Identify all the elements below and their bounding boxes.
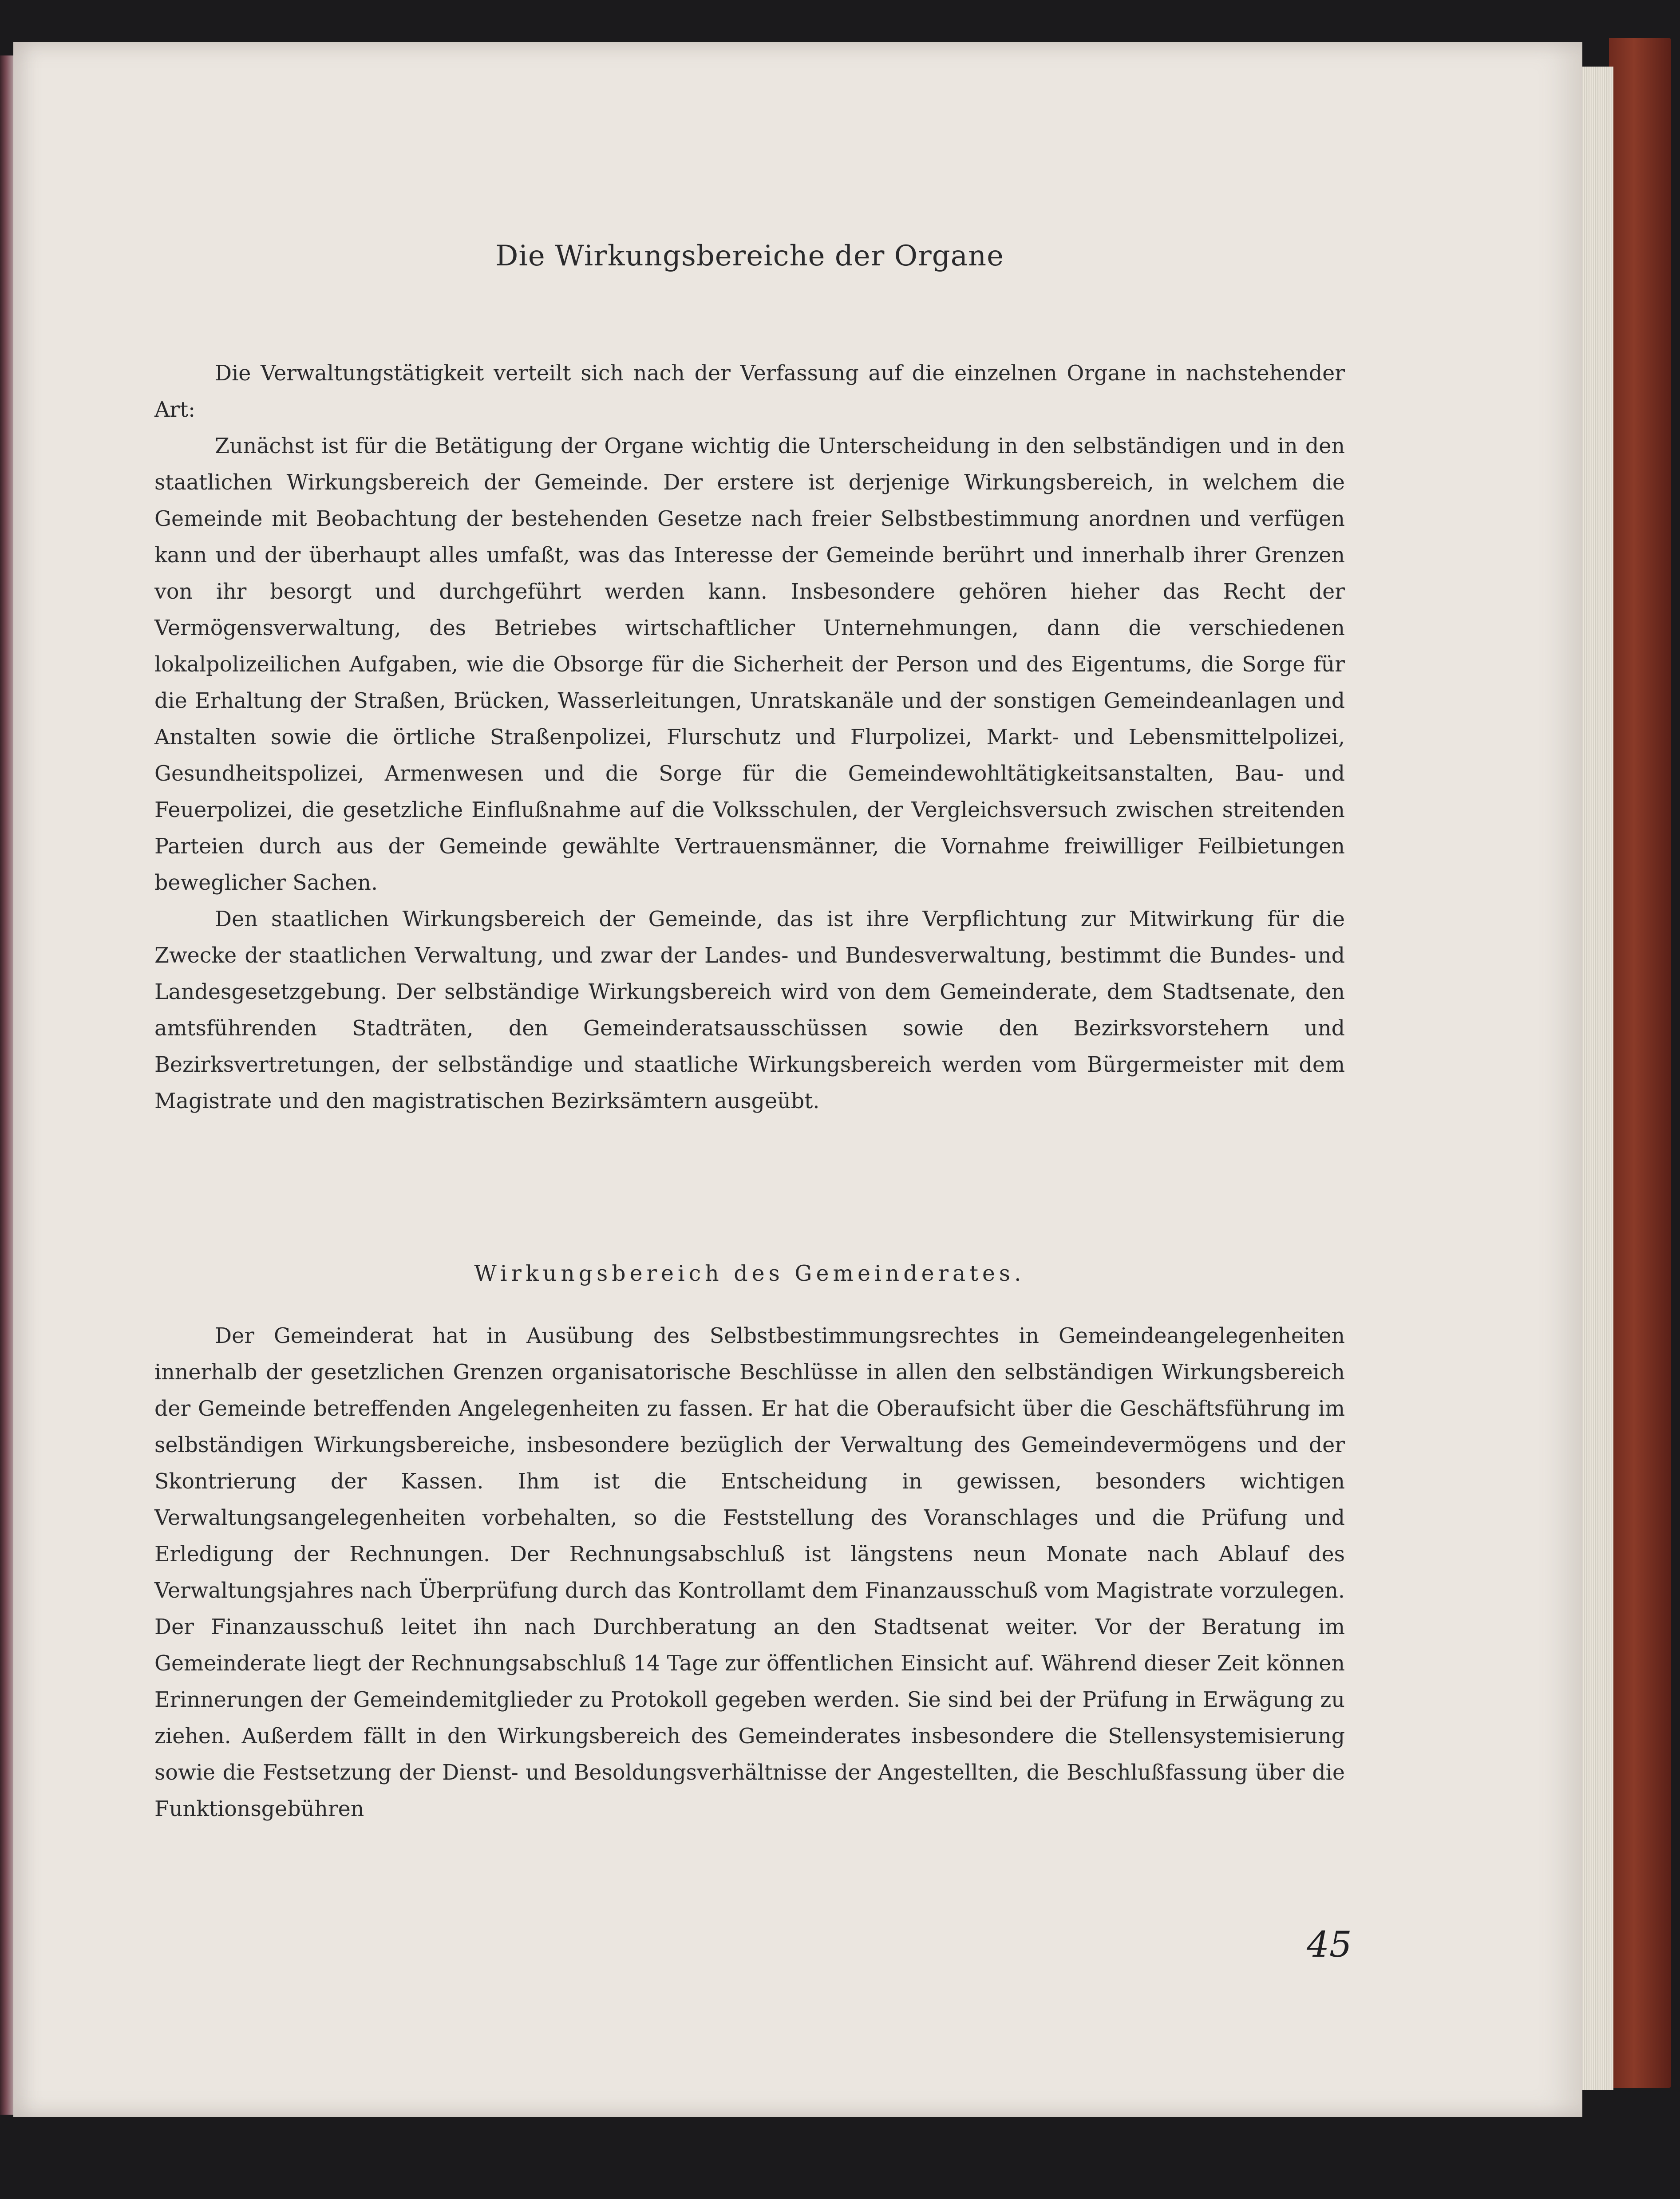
- book-gutter-edge: [0, 55, 15, 2115]
- section-organs-body: [154, 355, 1345, 1120]
- page-stack-edge: [1582, 67, 1613, 2090]
- book-page: [13, 42, 1582, 2117]
- section-council-body: [154, 1318, 1345, 1828]
- intro-paragraph: Die Verwaltungstätigkeit verteilt sich nach der Verfassung auf die einzelnen Organe in nachstehender Art:: [154, 361, 1345, 422]
- paragraph-state-sphere: Den staatlichen Wirkungsbereich der Gemeinde, das ist ihre Verpflichtung zur Mitwirkung für die Zwecke der staatlichen Verwaltung, und zwar der Landes- und Bundesverwaltung, bestimmt die Bundes- und Landesgesetzgebung. Der selbständige Wirkungsbereich wird von dem Gemeinderate, dem Stadtsenate, den amtsführenden Stadträten, den Gemeinderatsausschüssen sowie den Bezirksvorstehern und Bezirksvertretungen, der selbständige und staatliche Wirkungsbereich werden vom Bürgermeister mit dem Magistrate und den magistratischen Bezirksämtern ausgeübt.: [154, 907, 1345, 1113]
- page-title: Die Wirkungsbereiche der Organe: [495, 240, 1004, 272]
- page-number: 45: [1307, 1924, 1352, 1965]
- book-cover-edge: [1609, 38, 1671, 2088]
- paragraph-independent-sphere: Zunächst ist für die Betätigung der Organe wichtig die Unterscheidung in den selbständigen und in den staatlichen Wirkungsbereich der Gemeinde. Der erstere ist derjenige Wirkungsbereich, in welchem die Gemeinde mit Beobachtung der bestehenden Gesetze nach freier Selbstbestimmung anordnen und verfügen kann und der überhaupt alles umfaßt, was das Interesse der Gemeinde berührt und innerhalb ihrer Grenzen von ihr besorgt und durchgeführt werden kann. Insbesondere gehören hieher das Recht der Vermögensverwaltung, des Betriebes wirtschaftlicher Unternehmungen, dann die verschiedenen lokalpolizeilichen Aufgaben, wie die Obsorge für die Sicherheit der Person und des Eigentums, die Sorge für die Erhaltung der Straßen, Brücken, Wasserleitungen, Unratskanäle und der sonstigen Gemeindeanlagen und Anstalten sowie die örtliche Straßenpolizei, Flurschutz und Flurpolizei, Markt- und Lebensmittelpolizei, Gesundheitspolizei, Armenwesen und die Sorge für die Gemeindewohltätigkeitsanstalten, Bau- und Feuerpolizei, die gesetzliche Einflußnahme auf die Volksschulen, der Vergleichsversuch zwischen streitenden Parteien durch aus der Gemeinde gewählte Vertrauensmänner, die Vornahme freiwilliger Feilbietungen beweglicher Sachen.: [154, 434, 1345, 895]
- paragraph-council: Der Gemeinderat hat in Ausübung des Selbstbestimmungsrechtes in Gemeindeangelegenheiten innerhalb der gesetzlichen Grenzen organisatorische Beschlüsse in allen den selbständigen Wirkungsbereich der Gemeinde betreffenden Angelegenheiten zu fassen. Er hat die Oberaufsicht über die Geschäftsführung im selbständigen Wirkungsbereiche, insbesondere bezüglich der Verwaltung des Gemeindevermögens und der Skontrierung der Kassen. Ihm ist die Entscheidung in gewissen, besonders wichtigen Verwaltungsangelegenheiten vorbehalten, so die Feststellung des Voranschlages und die Prüfung und Erledigung der Rechnungen. Der Rechnungsabschluß ist längstens neun Monate nach Ablauf des Verwaltungsjahres nach Überprüfung durch das Kontrollamt dem Finanzausschuß vom Magistrate vorzulegen. Der Finanzausschuß leitet ihn nach Durchberatung an den Stadtsenat weiter. Vor der Beratung im Gemeinderate liegt der Rechnungsabschluß 14 Tage zur öffentlichen Einsicht auf. Während dieser Zeit können Erinnerungen der Gemeindemitglieder zu Protokoll gegeben werden. Sie sind bei der Prüfung in Erwägung zu ziehen. Außerdem fällt in den Wirkungsbereich des Gemeinderates insbesondere die Stellensystemisierung sowie die Festsetzung der Dienst- und Besoldungsverhältnisse der Angestellten, die Beschlußfassung über die Funktionsgebühren: [154, 1324, 1345, 1821]
- section-heading: Wirkungsbereich des Gemeinderates.: [474, 1261, 1025, 1286]
